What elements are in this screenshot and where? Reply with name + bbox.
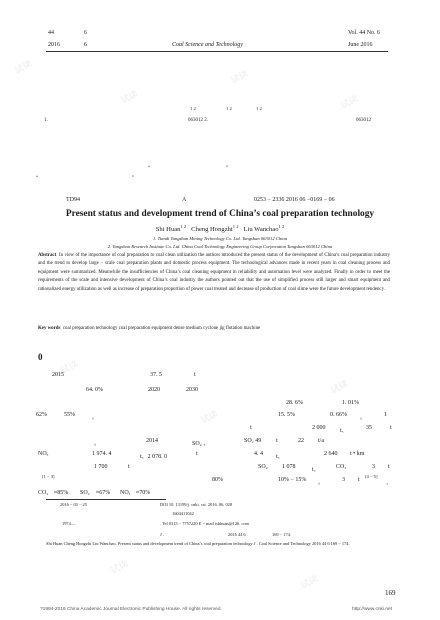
- body-fragment: 1 974. 4: [92, 451, 112, 457]
- body-fragment: SO₂: [258, 464, 268, 470]
- watermark-text: 试读: [299, 574, 321, 592]
- watermark-text: 试读: [339, 94, 361, 112]
- affiliation-postcode: 063012: [356, 118, 371, 123]
- body-fragment: t、: [340, 428, 348, 434]
- citation-en: Shi Huan Cheng Hongzhi Liu Wanchao. Present status and development trend of China’s coal preparation technology J . Coal Science and Technology 2016 44 6 169 − 174.: [46, 541, 350, 546]
- body-fragment: 。: [92, 415, 99, 421]
- body-fragment: 37. 5: [150, 372, 162, 378]
- footnote-rule: [46, 499, 166, 500]
- document-code: A: [182, 197, 187, 203]
- header-volume-cn: 44: [48, 30, 54, 36]
- affiliation-line: 2. Tangshan Research Institute Co. Ltd. China Coal Technology Engineering Group Corporation Tangshan 063012 China: [107, 244, 333, 249]
- body-fragment: 。: [318, 480, 325, 486]
- body-fragment: SO₂ 49: [244, 438, 262, 444]
- citation-cn: 2016 44 6: [228, 532, 246, 537]
- body-fragment: 2015: [52, 372, 64, 378]
- body-fragment: t、: [312, 467, 320, 473]
- header-year-cn: 2016: [48, 42, 60, 48]
- body-fragment: CO₂: [336, 464, 347, 470]
- watermark-text: 试读: [109, 559, 131, 577]
- watermark-text: 试读: [59, 359, 81, 377]
- watermark-text: 试读: [229, 69, 251, 87]
- clc-number: TD94: [66, 197, 80, 203]
- citation-cn: J .: [160, 532, 164, 537]
- keywords-paragraph: [38, 325, 390, 333]
- citation-cn: 169 − 174.: [272, 532, 291, 537]
- body-fragment: 1 700: [94, 464, 108, 470]
- body-fragment: 64. 0%: [86, 387, 103, 393]
- author-sup: 1 2: [256, 106, 262, 111]
- body-fragment: t: [128, 464, 130, 470]
- article-number: 0253 − 2336 2016 06 −0169 − 06: [254, 197, 335, 203]
- quote-mark: ”: [226, 166, 229, 171]
- journal-name: Coal Science and Technology: [172, 42, 243, 48]
- header-volume-en: Vol. 44 No. 6: [348, 30, 381, 36]
- affiliation-line: 1. Tiandi Tangshan Mining Technology Co. Ltd. Tangshan 063012 China: [152, 236, 287, 241]
- header-issue-cn: 6: [84, 30, 87, 36]
- body-fragment: t、2 078. 0: [140, 454, 168, 460]
- body-fragment: 80%: [212, 477, 223, 483]
- header-month-cn: 6: [84, 42, 87, 48]
- copyright-notice: ?1994-2016 China Academic Journal Electronic Publishing House. All rights reserved.: [40, 607, 222, 612]
- body-fragment: 2030: [186, 387, 198, 393]
- watermark-text: 试读: [199, 409, 221, 427]
- body-fragment: 。: [360, 415, 367, 421]
- body-fragment: NOₓ: [120, 490, 131, 496]
- body-fragment: t: [196, 451, 198, 457]
- keywords-label: Key words: [38, 326, 61, 331]
- body-fragment: SO₂: [80, 490, 90, 496]
- body-fragment: ≈67%: [96, 490, 111, 496]
- body-fragment: 1. 01%: [342, 400, 359, 406]
- header-date-en: June 2016: [348, 42, 373, 48]
- body-fragment: t • km: [350, 451, 365, 457]
- page-number: 169: [385, 589, 396, 597]
- body-fragment: 55%: [64, 412, 75, 418]
- watermark-text: 试读: [119, 89, 141, 107]
- quote-mark: “: [36, 176, 39, 181]
- author-list-en: [34, 224, 406, 233]
- affiliation-postcode: 063012 2.: [188, 118, 208, 123]
- body-fragment: NOₓ: [38, 451, 49, 457]
- body-fragment: 4. 4: [254, 451, 263, 457]
- body-fragment: SO₂ 、: [192, 441, 210, 447]
- body-fragment: 2020: [148, 387, 160, 393]
- author-name: Shi Huan: [155, 226, 181, 234]
- abstract-paragraph: [38, 252, 390, 294]
- author-sup: 1 2: [226, 106, 232, 111]
- body-fragment: t、: [276, 454, 284, 460]
- citation-sup: [4 − 5]: [365, 474, 378, 479]
- citation-sup: [1 − 3]: [42, 474, 55, 479]
- body-fragment: 10% − 15%: [278, 477, 307, 483]
- body-fragment: 62%: [36, 412, 47, 418]
- abstract-label: Abstract: [38, 253, 57, 258]
- quote-mark: ”: [132, 176, 135, 181]
- author-sup: 1 2: [232, 224, 239, 229]
- doi: DOI 10. 13199/j. cnki. cst. 2016. 06. 028: [160, 502, 233, 507]
- watermark-text: 试读: [13, 59, 35, 77]
- body-fragment: ≈85%: [54, 490, 69, 496]
- author-contact: . Tel 0315 − 7757220 E − mail tshhuan@126. com: [160, 521, 249, 526]
- received-date: 2016 − 03 − 25: [60, 502, 87, 507]
- body-fragment: t: [250, 425, 252, 431]
- body-fragment: t: [358, 477, 360, 483]
- body-fragment: 1: [384, 412, 387, 418]
- copyright-link[interactable]: http://www.cnki.net: [352, 607, 392, 612]
- body-fragment: t: [388, 464, 390, 470]
- fund-number: 1604411042: [172, 511, 194, 516]
- body-fragment: 1 078: [282, 464, 296, 470]
- body-fragment: 2014: [146, 438, 158, 444]
- author-sup: 1 2: [278, 224, 285, 229]
- section-number: 0: [38, 352, 43, 362]
- body-fragment: 3: [372, 464, 375, 470]
- article-title-en: Present status and development trend of China’s coal preparation technology: [65, 209, 375, 219]
- author-name: Liu Wanchao: [243, 226, 279, 234]
- body-fragment: CO₂: [38, 490, 49, 496]
- author-sup: 1 2: [190, 106, 196, 111]
- body-fragment: 、: [386, 480, 393, 486]
- author-birth-year: 1974—: [62, 521, 76, 526]
- body-fragment: 22: [298, 438, 304, 444]
- body-fragment: ≈70%: [136, 490, 151, 496]
- author-sup: 1 2: [180, 224, 187, 229]
- body-fragment: 28. 6%: [286, 400, 303, 406]
- author-name: Cheng Hongzhi: [191, 226, 233, 234]
- keywords-text: coal preparation technology coal preparation equipment dense medium cyclone jig flotation machine: [62, 326, 261, 331]
- affiliation-index: 1.: [44, 118, 48, 123]
- body-fragment: 35: [366, 425, 372, 431]
- body-fragment: 2 000: [312, 425, 326, 431]
- header-rule: [46, 51, 388, 52]
- body-fragment: t: [276, 438, 278, 444]
- body-fragment: 2 640: [324, 451, 338, 457]
- body-fragment: 。: [94, 441, 101, 447]
- body-fragment: 15. 5%: [278, 412, 295, 418]
- watermark-text: 试读: [329, 379, 351, 397]
- body-fragment: t: [194, 372, 196, 378]
- abstract-text: In view of the importance of coal preparation to coal clean utilization the authors introduced the present status of the development of China’s coal preparation industry and the trend to develop large − scale coal preparation plants and domestic process equipment. The technological advances made in recent years in coal cleaning process and equipment were summarized. Meanwhile the insufficiencies of China’s coal cleaning equipment in reliability and automation level were analyzed. Finally in order to meet the requirements of the scale and intensive development of China’s coal industry the authors pointed out that the use of simplified process still larger and smart equipment and rationalized energy utilization as well as increase of preparation proportion of power coal treated and decrease of production of coal slime were the future development tendency.: [38, 253, 390, 292]
- body-fragment: t: [390, 425, 392, 431]
- body-fragment: t/a: [318, 438, 324, 444]
- body-fragment: 0. 66%: [330, 412, 347, 418]
- body-fragment: 3: [342, 477, 345, 483]
- quote-mark: “: [148, 166, 151, 171]
